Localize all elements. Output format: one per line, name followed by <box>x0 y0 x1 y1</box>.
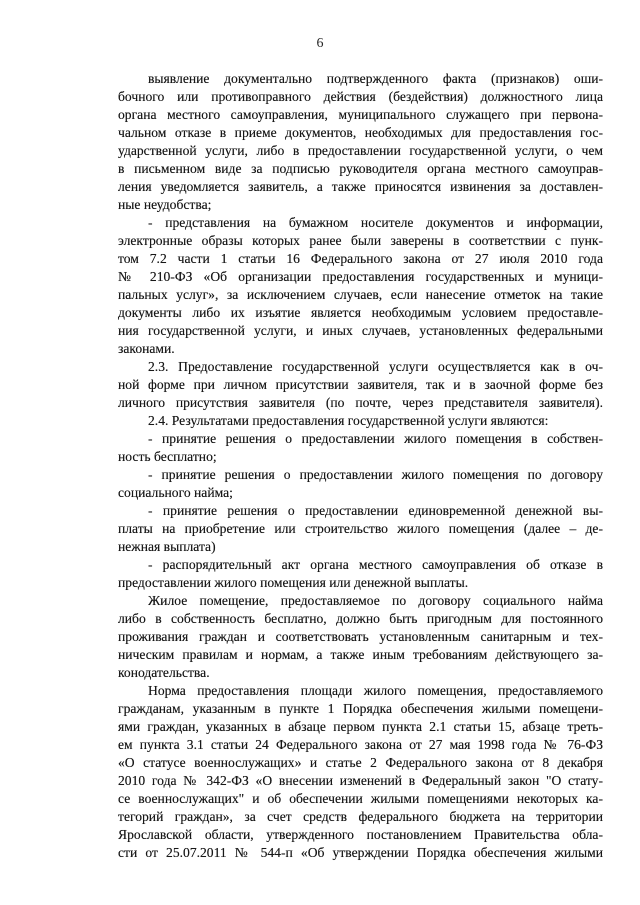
text-line: - распорядительный акт органа местного самоуправления об отказе в <box>148 557 603 572</box>
text-line: личного присутствия заявителя (по почте, через представителя заявителя). <box>118 395 603 410</box>
text-line: ями граждан, указанных в абзаце первом пункта 2.1 статьи 15, абзаце треть- <box>118 719 603 734</box>
text-line: - принятие решения о предоставлении жилого помещения по договору <box>148 467 603 482</box>
text-line: органа местного самоуправления, муниципального служащего при первона- <box>118 107 603 122</box>
text-line: бочного или противоправного действия (бездействия) должностного лица <box>118 89 603 104</box>
text-line: в письменном виде за подписью руководителя органа местного самоуправ- <box>118 161 603 176</box>
text-line: документы либо их изъятие является необходимым условием предоставле- <box>118 305 603 320</box>
text-line: проживания граждан и соответствовать установленным санитарным и тех- <box>118 629 603 644</box>
text-line: 2.3. Предоставление государственной услуги осуществляется как в оч- <box>148 359 603 374</box>
text-line: ударственной услуги, либо в предоставлении государственной услуги, о чем <box>118 143 603 158</box>
text-line: ническим правилам и нормам, а также иным требованиям действующего за- <box>118 647 603 662</box>
text-line: том 7.2 части 1 статьи 16 Федерального закона от 27 июля 2010 года <box>118 251 603 266</box>
text-line: тегорий граждан», за счет средств федерального бюджета на территории <box>118 809 603 824</box>
text-line: социального найма; <box>118 485 233 500</box>
text-line: - представления на бумажном носителе документов и информации, <box>148 215 603 230</box>
text-line: «О статусе военнослужащих» и статье 2 Федерального закона от 8 декабря <box>118 755 603 770</box>
text-line: № 210-ФЗ «Об организации предоставления государственных и муници- <box>118 269 603 284</box>
text-line: ем пункта 3.1 статьи 24 Федерального закона от 27 мая 1998 года № 76-ФЗ <box>118 737 603 752</box>
text-line: Жилое помещение, предоставляемое по договору социального найма <box>148 593 603 608</box>
text-line: гражданам, указанным в пункте 1 Порядка обеспечения жилыми помещени- <box>118 701 603 716</box>
text-line: либо в собственность бесплатно, должно быть пригодным для постоянного <box>118 611 603 626</box>
text-line: 2010 года № 342-ФЗ «О внесении изменений в Федеральный закон "О стату- <box>118 773 603 788</box>
text-line: Ярославской области, утвержденного постановлением Правительства обла- <box>118 827 603 842</box>
text-line: электронные образы которых ранее были заверены в соответствии с пунк- <box>118 233 603 248</box>
text-line: ной форме при личном присутствии заявителя, так и в заочной форме без <box>118 377 603 392</box>
text-line: ные неудобства; <box>118 197 212 212</box>
text-line: 2.4. Результатами предоставления государственной услуги являются: <box>148 413 549 428</box>
text-line: се военнослужащих" и об обеспечении жилыми помещениями некоторых ка- <box>118 791 603 806</box>
text-line: предоставлении жилого помещения или денежной выплаты. <box>118 575 469 590</box>
page-number: 6 <box>316 36 324 51</box>
text-line: чальном отказе в приеме документов, необходимых для предоставления гос- <box>118 125 603 140</box>
text-line: нежная выплата) <box>118 539 216 554</box>
text-line: платы на приобретение или строительство жилого помещения (далее – де- <box>118 521 603 536</box>
text-line: сти от 25.07.2011 № 544-п «Об утверждении Порядка обеспечения жилыми <box>118 845 603 860</box>
text-line: законами. <box>118 341 175 356</box>
text-line: ность бесплатно; <box>118 449 217 464</box>
text-line: конодательства. <box>118 665 210 680</box>
text-line: выявление документально подтвержденного факта (признаков) оши- <box>148 71 603 86</box>
text-line: - принятие решения о предоставлении единовременной денежной вы- <box>148 503 603 518</box>
text-line: ния государственной услуги, и иных случаев, установленных федеральными <box>118 323 603 338</box>
text-line: Норма предоставления площади жилого помещения, предоставляемого <box>148 683 603 698</box>
text-line: - принятие решения о предоставлении жилого помещения в собствен- <box>148 431 603 446</box>
text-line: ления уведомляется заявитель, а также приносятся извинения за доставлен- <box>118 179 603 194</box>
text-line: пальных услуг», за исключением случаев, если нанесение отметок на такие <box>118 287 603 302</box>
